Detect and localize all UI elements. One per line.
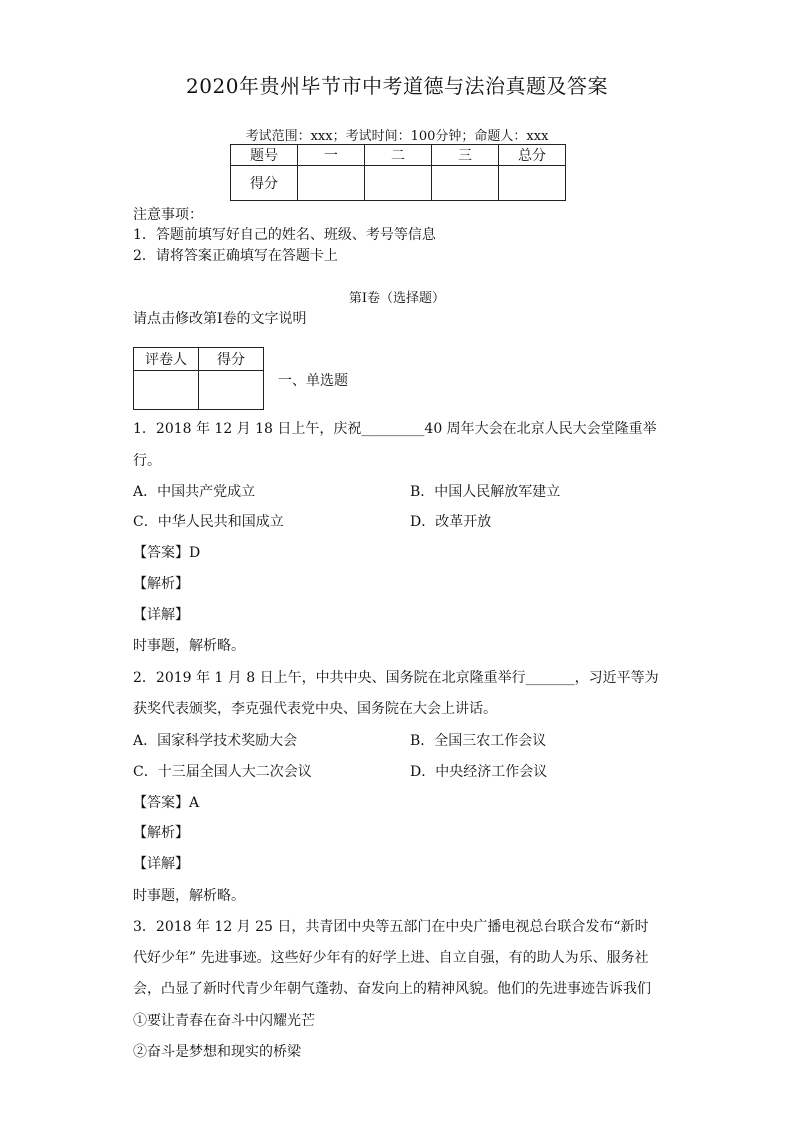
option-b: B．中国人民解放军建立 <box>410 484 561 500</box>
score-header-cell: 题号 <box>231 145 298 166</box>
score-header-cell: 总分 <box>499 145 566 166</box>
option-c: C．中华人民共和国成立 <box>133 514 284 530</box>
score-header-cell: 二 <box>365 145 432 166</box>
grader-table <box>133 347 264 410</box>
section-title: 第I卷（选择题） <box>348 291 446 306</box>
question-stem: 行。 <box>133 453 161 469</box>
option-a: A．国家科学技术奖励大会 <box>133 733 298 749</box>
grader-blank-cell <box>199 371 264 410</box>
grader-blank-cell <box>134 371 199 410</box>
statement-item: ①要让青春在奋斗中闪耀光芒 <box>133 1013 315 1029</box>
option-d: D．改革开放 <box>410 514 492 530</box>
score-header-cell: 三 <box>432 145 499 166</box>
statement-item: ②奋斗是梦想和现实的桥梁 <box>133 1044 301 1060</box>
analysis-label: 【解析】 <box>133 576 189 592</box>
explanation-text: 时事题，解析略。 <box>133 638 245 654</box>
detail-label: 【详解】 <box>133 856 189 872</box>
score-header-cell: 一 <box>298 145 365 166</box>
grader-header-cell: 得分 <box>199 348 264 371</box>
option-a: A．中国共产党成立 <box>133 484 256 500</box>
exam-info: 考试范围：xxx；考试时间：100分钟；命题人：xxx <box>245 129 549 144</box>
score-table <box>230 144 566 201</box>
score-row-label: 得分 <box>231 166 298 201</box>
part-title: 一、单选题 <box>278 373 348 389</box>
notes-item: 1．答题前填写好自己的姓名、班级、考号等信息 <box>133 227 436 243</box>
explanation-text: 时事题，解析略。 <box>133 888 245 904</box>
notes-item: 2．请将答案正确填写在答题卡上 <box>133 248 338 264</box>
option-b: B．全国三农工作会议 <box>410 733 547 749</box>
grader-header-cell: 评卷人 <box>134 348 199 371</box>
score-blank-cell <box>499 166 566 201</box>
question-stem: 代好少年” 先进事迹。这些好少年有的好学上进、自立自强，有的助人为乐、服务社 <box>133 950 649 966</box>
question-stem: 获奖代表颁奖，李克强代表党中央、国务院在大会上讲话。 <box>133 701 497 717</box>
question-stem: 会，凸显了新时代青少年朝气蓬勃、奋发向上的精神风貌。他们的先进事迹告诉我们 <box>133 981 651 997</box>
question-stem: 2．2019 年 1 月 8 日上午，中共中央、国务院在北京隆重举行_______，习近平等为 <box>133 670 659 686</box>
answer-label: 【答案】A <box>133 795 200 811</box>
score-blank-cell <box>432 166 499 201</box>
document-title: 2020年贵州毕节市中考道德与法治真题及答案 <box>186 74 608 98</box>
detail-label: 【详解】 <box>133 607 189 623</box>
question-stem: 3．2018 年 12 月 25 日，共青团中央等五部门在中央广播电视总台联合发布“新时 <box>133 919 649 935</box>
section-description: 请点击修改第I卷的文字说明 <box>133 311 307 327</box>
option-c: C．十三届全国人大二次会议 <box>133 764 312 780</box>
option-d: D．中央经济工作会议 <box>410 764 548 780</box>
score-blank-cell <box>298 166 365 201</box>
answer-label: 【答案】D <box>133 545 201 561</box>
question-stem: 1．2018 年 12 月 18 日上午，庆祝_________40 周年大会在北京人民大会堂隆重举 <box>133 421 657 437</box>
analysis-label: 【解析】 <box>133 825 189 841</box>
notes-heading: 注意事项： <box>133 207 203 223</box>
score-blank-cell <box>365 166 432 201</box>
